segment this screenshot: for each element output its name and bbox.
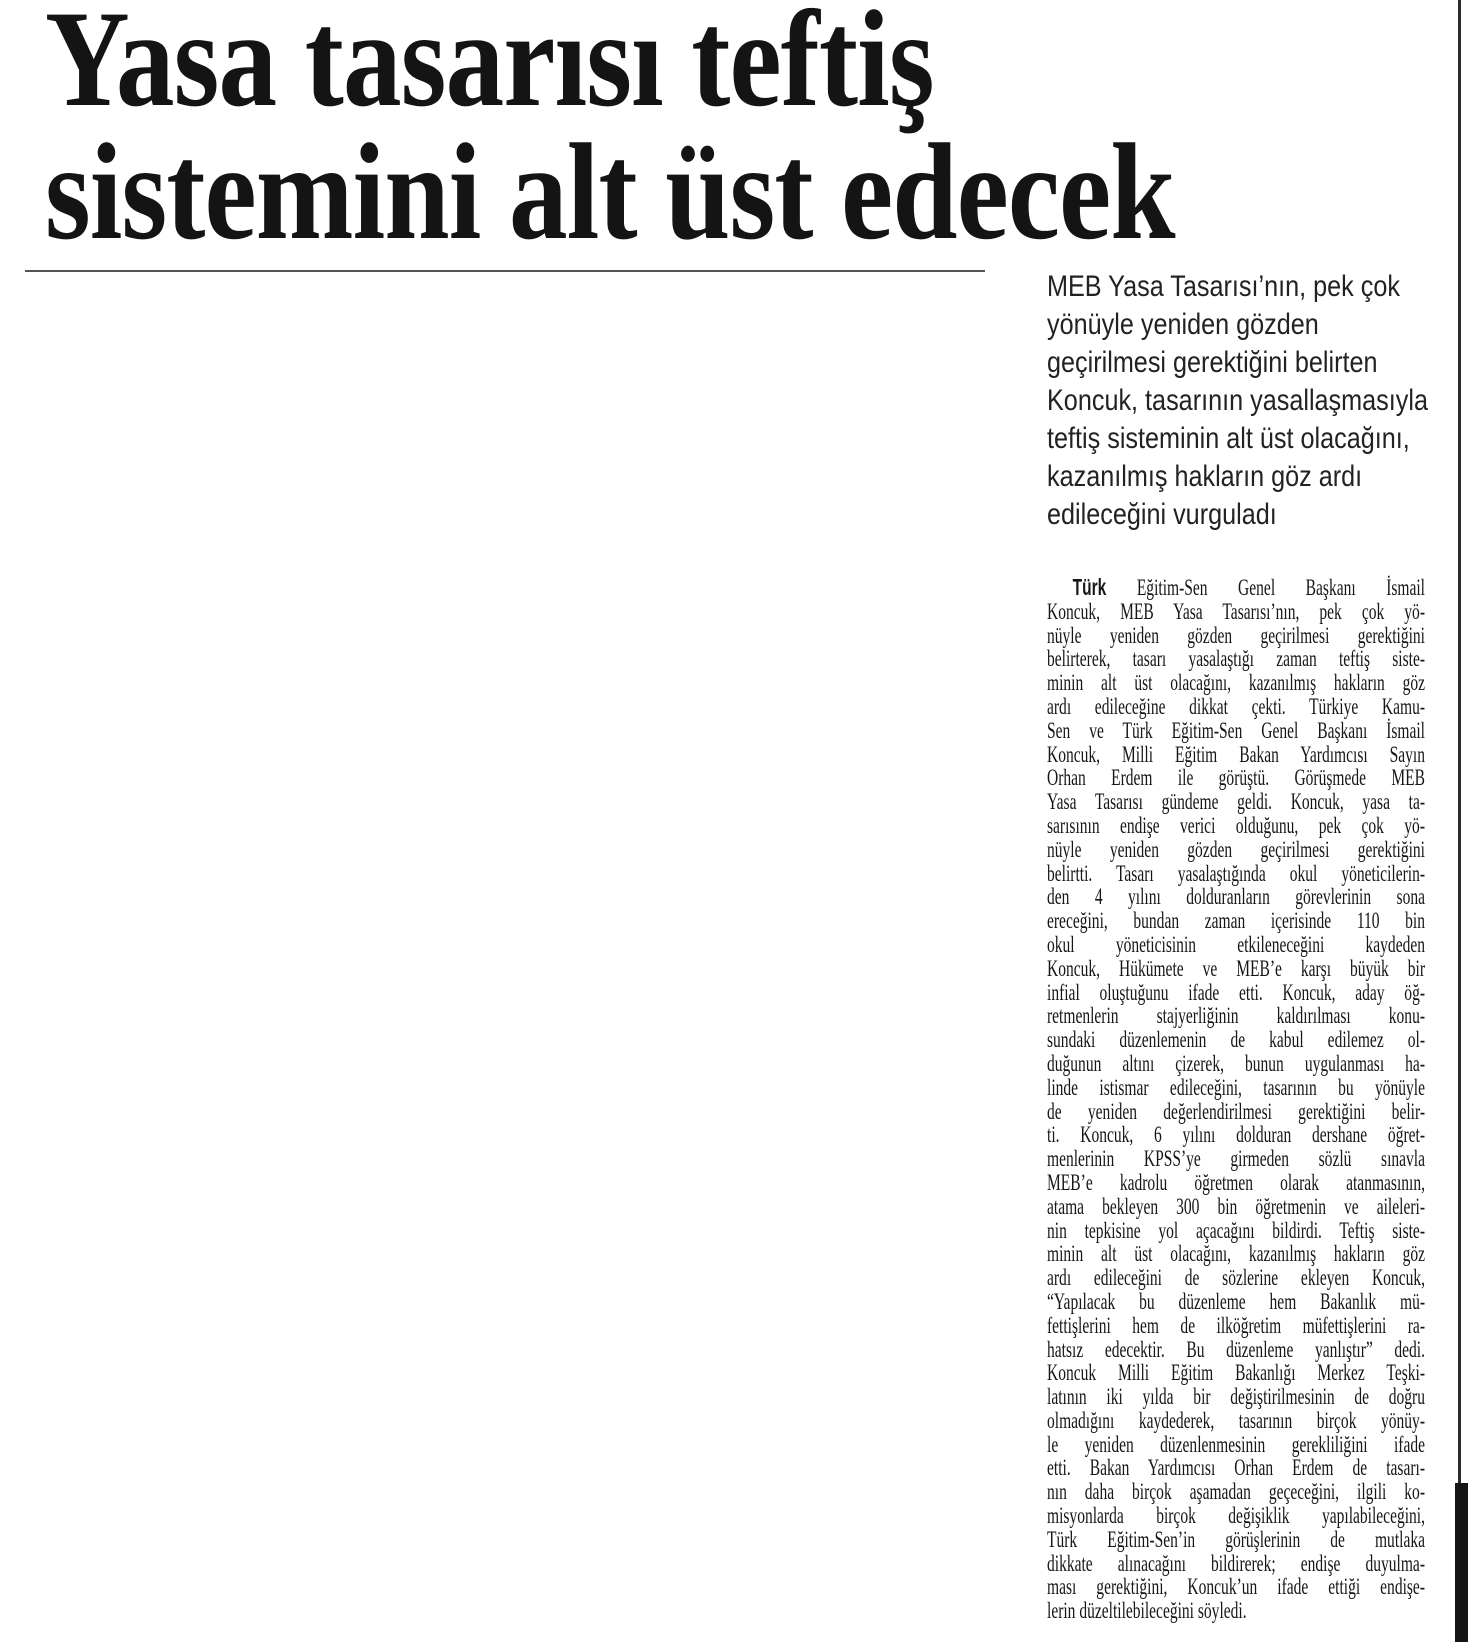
headline-line: sistemini alt üst edecek: [45, 115, 1175, 268]
body-text-line: ti. Koncuk, 6 yılını dolduran dershane öğret-: [1047, 1122, 1425, 1148]
body-text-line: Koncuk, MEB Yasa Tasarısı’nın, pek çok yö-: [1047, 598, 1425, 624]
body-text-line: atama bekleyen 300 bin öğretmenin ve aileleri-: [1047, 1193, 1425, 1219]
body-text-line: Türk Eğitim-Sen Genel Başkanı İsmail: [1072, 574, 1425, 600]
body-text-line: fettişlerini hem de ilköğretim müfettişlerini ra-: [1047, 1312, 1425, 1338]
body-text-line: dikkate alınacağını bildirerek; endişe duyulma-: [1047, 1550, 1425, 1576]
body-text-line: nüyle yeniden gözden geçirilmesi gerektiğini: [1047, 836, 1425, 862]
body-text-line: MEB’e kadrolu öğretmen olarak atanmasının,: [1047, 1169, 1425, 1195]
body-text-line: ardı edileceğini de sözlerine ekleyen Koncuk,: [1047, 1265, 1425, 1291]
lede-line: kazanılmış hakların göz ardı: [1047, 460, 1363, 493]
lede-line: teftiş sisteminin alt üst olacağını,: [1047, 422, 1410, 455]
page-edge-corner: [1455, 1483, 1468, 1642]
article-body: [1047, 576, 1425, 1623]
body-text-line: minin alt üst olacağını, kazanılmış hakların göz: [1047, 670, 1425, 696]
body-text-line: lerin düzeltilebileceğini söyledi.: [1047, 1598, 1247, 1624]
body-text-line: belirtti. Tasarı yasalaştığında okul yöneticilerin-: [1047, 860, 1425, 886]
body-text-line: Koncuk, Hükümete ve MEB’e karşı büyük bir: [1047, 955, 1425, 981]
body-text-line: linde istismar edileceğini, tasarının bu yönüyle: [1047, 1074, 1425, 1100]
lede-line: geçirilmesi gerektiğini belirten: [1047, 346, 1378, 379]
body-text-line: okul yöneticisinin etkileneceğini kaydeden: [1047, 931, 1425, 957]
page-edge-line: [1458, 0, 1461, 1642]
body-text-line: nın daha birçok aşamadan geçeceğini, ilgili ko-: [1047, 1479, 1425, 1505]
body-text-line: Koncuk, Milli Eğitim Bakan Yardımcısı Sayın: [1047, 741, 1425, 767]
body-text-line: infial oluştuğunu ifade etti. Koncuk, aday öğ-: [1047, 979, 1425, 1005]
body-text-line: retmenlerin stajyerliğinin kaldırılması konu-: [1047, 1003, 1425, 1029]
body-text-line: minin alt üst olacağını, kazanılmış hakların göz: [1047, 1241, 1425, 1267]
body-text-line: ereceğini, bundan zaman içerisinde 110 bin: [1047, 908, 1425, 934]
lede-line: edileceğini vurguladı: [1047, 498, 1277, 531]
headline-line: Yasa tasarısı teftiş: [45, 0, 934, 135]
body-text-line: le yeniden düzenlenmesinin gerekliliğini ifade: [1047, 1431, 1425, 1457]
body-text-line: “Yapılacak bu düzenleme hem Bakanlık mü-: [1047, 1288, 1425, 1314]
body-text-line: sarısının endişe verici olduğunu, pek çok yö-: [1047, 812, 1425, 838]
body-text-line: menlerinin KPSS’ye girmeden sözlü sınavla: [1047, 1146, 1425, 1172]
body-text-line: latının iki yılda bir değiştirilmesinin de doğru: [1047, 1384, 1425, 1410]
body-text-line: de yeniden değerlendirilmesi gerektiğini belir-: [1047, 1098, 1425, 1124]
body-text-line: misyonlarda birçok değişiklik yapılabileceğini,: [1047, 1503, 1425, 1529]
body-text-line: ardı edileceğine dikkat çekti. Türkiye Kamu-: [1047, 693, 1425, 719]
article-lede: [1047, 268, 1468, 534]
body-text-line: Yasa Tasarısı gündeme geldi. Koncuk, yasa ta-: [1047, 789, 1425, 815]
lede-line: MEB Yasa Tasarısı’nın, pek çok: [1047, 270, 1400, 303]
body-text-line: belirterek, tasarı yasalaştığı zaman teftiş siste-: [1047, 646, 1425, 672]
body-text-line: duğunun altını çizerek, bunun uygulanması ha-: [1047, 1050, 1425, 1076]
body-text-line: nüyle yeniden gözden geçirilmesi gerektiğini: [1047, 622, 1425, 648]
body-text-line: hatsız edecektir. Bu düzenleme yanlıştır” dedi.: [1047, 1336, 1425, 1362]
article-headline: [45, 0, 1405, 268]
body-text-line: olmadığını kaydederek, tasarının birçok yönüy-: [1047, 1407, 1425, 1433]
body-text-line: Türk Eğitim-Sen’in görüşlerinin de mutlaka: [1047, 1526, 1425, 1552]
lede-line: Koncuk, tasarının yasallaşmasıyla: [1047, 384, 1428, 417]
body-text-line: Koncuk Milli Eğitim Bakanlığı Merkez Teşki-: [1047, 1360, 1425, 1386]
body-text-line: nin tepkisine yol açacağını bildirdi. Teftiş siste-: [1047, 1217, 1425, 1243]
body-text-line: ması gerektiğini, Koncuk’un ifade ettiği endişe-: [1047, 1574, 1425, 1600]
lede-line: yönüyle yeniden gözden: [1047, 308, 1319, 341]
body-text-line: Orhan Erdem ile görüştü. Görüşmede MEB: [1047, 765, 1425, 791]
body-text-line: etti. Bakan Yardımcısı Orhan Erdem de tasarı-: [1047, 1455, 1425, 1481]
body-text-line: Sen ve Türk Eğitim-Sen Genel Başkanı İsmail: [1047, 717, 1425, 743]
body-lead-word: Türk: [1072, 574, 1107, 600]
body-text-line: den 4 yılını dolduranların görevlerinin sona: [1047, 884, 1425, 910]
headline-divider-rule: [25, 270, 985, 272]
body-text-line: sundaki düzenlemenin de kabul edilemez ol-: [1047, 1027, 1425, 1053]
